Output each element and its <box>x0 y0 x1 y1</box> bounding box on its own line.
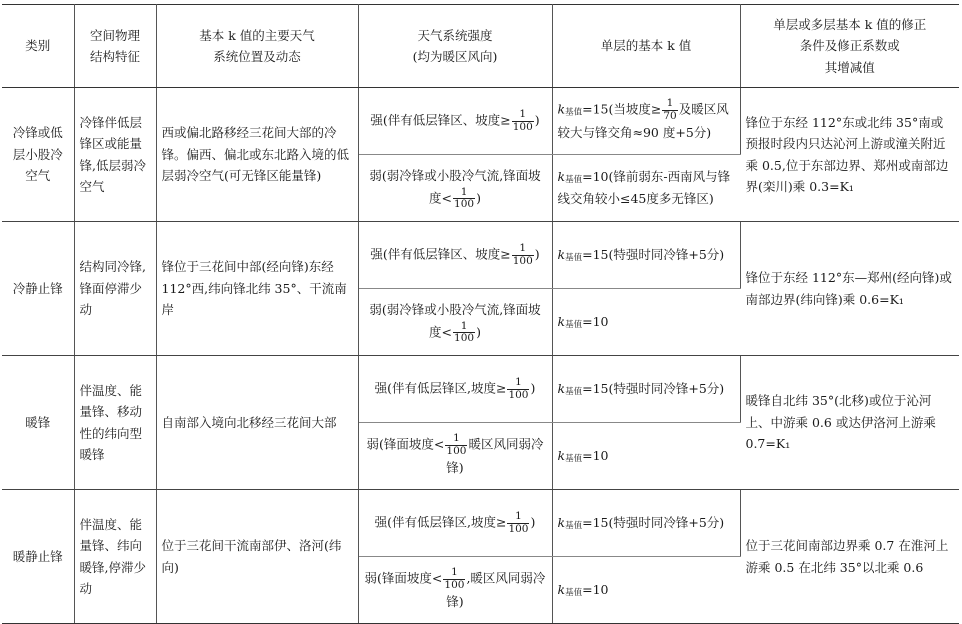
strength-strong-cell: 强(伴有低层锋区、坡度≥ $\frac{1}{100}$ ) <box>358 88 552 155</box>
header-correction: 单层或多层基本 k 值的修正 条件及修正系数或 其增减值 <box>740 5 959 88</box>
table-row <box>2 88 959 155</box>
correction-cell: 锋位于东经 112°东—郑州(经向锋)或南部边界(纬向锋)乘 0.6=K₁ <box>740 222 959 356</box>
k-weak-cell: k基值=10 <box>552 557 740 624</box>
structure-cell: 冷锋伴低层锋区或能量锋,低层弱冷空气 <box>74 88 156 222</box>
k-weak-cell: k基值=10 <box>552 423 740 490</box>
strength-strong-cell: 强(伴有低层锋区、坡度≥ $\frac{1}{100}$ ) <box>358 222 552 289</box>
fraction: $\frac{1}{100}$ <box>512 107 533 133</box>
header-strength: 天气系统强度 (均为暖区风向) <box>358 5 552 88</box>
header-row <box>2 5 959 88</box>
k-strong-cell: k基值=15(当坡度≥ $\frac{1}{70}$ 及暖区风较大与锋交角≈90 度+5分) <box>552 88 740 155</box>
position-cell: 锋位于三花间中部(经向锋)东经 112°西,纬向锋北纬 35°、干流南岸 <box>156 222 358 356</box>
table-row <box>2 356 959 423</box>
k-strong-cell: k基值=15(特强时同冷锋+5分) <box>552 490 740 557</box>
table-row <box>2 490 959 557</box>
position-cell: 位于三花间干流南部伊、洛河(纬向) <box>156 490 358 624</box>
fraction: $\frac{1}{100}$ <box>508 509 529 535</box>
fraction: $\frac{1}{100}$ <box>512 241 533 267</box>
fraction: $\frac{1}{100}$ <box>446 432 467 457</box>
header-structure: 空间物理 结构特征 <box>74 5 156 88</box>
header-k-value: 单层的基本 k 值 <box>552 5 740 88</box>
structure-cell: 伴温度、能量锋、移动性的纬向型暖锋 <box>74 356 156 490</box>
correction-cell: 位于三花间南部边界乘 0.7 在淮河上游乘 0.5 在北纬 35°以北乘 0.6 <box>740 490 959 624</box>
k-strong-cell: k基值=15(特强时同冷锋+5分) <box>552 356 740 423</box>
k-weak-cell: k基值=10(锋前弱东-西南风与锋线交角较小≤45度多无锋区) <box>552 155 740 222</box>
header-category: 类别 <box>2 5 74 88</box>
correction-cell: 锋位于东经 112°东或北纬 35°南或预报时段内只达沁河上游或潼关附近乘 0.5,位于东部边界、郑州或南部边界(栾川)乘 0.3=K₁ <box>740 88 959 222</box>
strength-weak-cell: 弱(锋面坡度< $\frac{1}{100}$ ,暖区风同弱冷锋) <box>358 557 552 624</box>
fraction: $\frac{1}{100}$ <box>454 185 475 211</box>
category-cell: 暖锋 <box>2 356 74 490</box>
structure-cell: 结构同冷锋,锋面停滞少动 <box>74 222 156 356</box>
category-cell: 暖静止锋 <box>2 490 74 624</box>
position-cell: 西或偏北路移经三花间大部的冷锋。偏西、偏北或东北路入境的低层弱冷空气(可无锋区能量锋) <box>156 88 358 222</box>
fraction: $\frac{1}{70}$ <box>663 97 677 122</box>
fraction: $\frac{1}{100}$ <box>444 566 465 591</box>
fraction: $\frac{1}{100}$ <box>454 319 475 345</box>
fraction: $\frac{1}{100}$ <box>508 375 529 401</box>
strength-weak-cell: 弱(弱冷锋或小股冷气流,锋面坡度< $\frac{1}{100}$ ) <box>358 289 552 356</box>
k-strong-cell: k基值=15(特强时同冷锋+5分) <box>552 222 740 289</box>
structure-cell: 伴温度、能量锋、纬向暖锋,停滞少动 <box>74 490 156 624</box>
table-row <box>2 222 959 289</box>
k-weak-cell: k基值=10 <box>552 289 740 356</box>
category-cell: 冷静止锋 <box>2 222 74 356</box>
strength-strong-cell: 强(伴有低层锋区,坡度≥ $\frac{1}{100}$ ) <box>358 490 552 557</box>
position-cell: 自南部入境向北移经三花间大部 <box>156 356 358 490</box>
category-cell: 冷锋或低层小股冷空气 <box>2 88 74 222</box>
strength-weak-cell: 弱(弱冷锋或小股冷气流,锋面坡度< $\frac{1}{100}$ ) <box>358 155 552 222</box>
k-value-table <box>2 4 959 624</box>
header-position: 基本 k 值的主要天气 系统位置及动态 <box>156 5 358 88</box>
strength-strong-cell: 强(伴有低层锋区,坡度≥ $\frac{1}{100}$ ) <box>358 356 552 423</box>
correction-cell: 暖锋自北纬 35°(北移)或位于沁河上、中游乘 0.6 或达伊洛河上游乘 0.7=K₁ <box>740 356 959 490</box>
strength-weak-cell: 弱(锋面坡度< $\frac{1}{100}$ 暖区风同弱冷锋) <box>358 423 552 490</box>
